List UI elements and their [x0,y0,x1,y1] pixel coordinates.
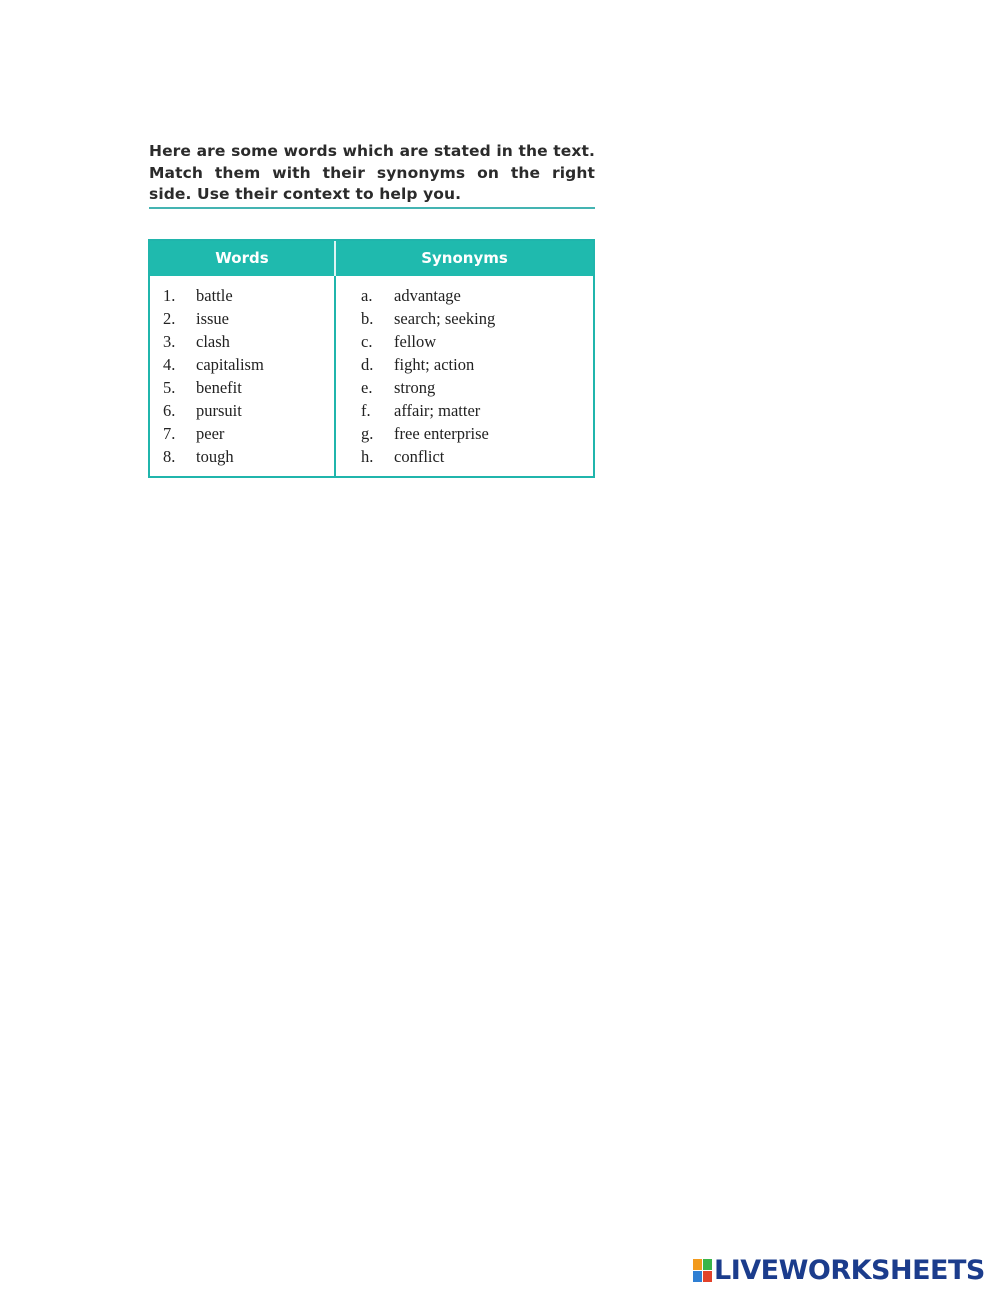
synonym-letter: b. [361,309,374,328]
matching-table [148,239,595,478]
word-text: pursuit [196,401,242,420]
word-text: capitalism [196,355,264,374]
synonym-text: advantage [394,286,461,305]
synonym-text: fellow [394,332,437,351]
liveworksheets-logo[interactable] [693,1255,985,1285]
header-synonyms: Synonyms [421,249,508,267]
synonym-text: free enterprise [394,424,489,443]
word-text: clash [196,332,230,351]
word-number: 5. [163,378,176,397]
synonym-letter: e. [361,378,373,397]
word-text: benefit [196,378,242,397]
word-number: 3. [163,332,176,351]
logo-text: LIVEWORKSHEETS [714,1254,985,1286]
word-number: 8. [163,447,176,466]
synonym-text: strong [394,378,436,397]
instructions-underline [149,207,595,209]
word-number: 1. [163,286,176,305]
column-divider [334,241,336,476]
word-number: 4. [163,355,176,374]
word-number: 6. [163,401,176,420]
liveworksheets-logo-icon [693,1259,711,1281]
instructions-text: Here are some words which are stated in the text. Match them with their synonyms on the right side. Use their context to help you. [149,142,595,203]
word-number: 7. [163,424,176,443]
synonym-text: affair; matter [394,401,481,420]
synonym-letter: a. [361,286,373,305]
word-text: tough [196,447,234,466]
word-text: battle [196,286,233,305]
synonym-text: search; seeking [394,309,496,328]
synonym-text: fight; action [394,355,475,374]
synonym-letter: c. [361,332,373,351]
synonym-letter: d. [361,355,374,374]
header-words: Words [215,249,269,267]
word-text: issue [196,309,229,328]
synonym-text: conflict [394,447,445,466]
header-divider [334,241,336,276]
word-number: 2. [163,309,176,328]
synonym-letter: g. [361,424,374,443]
word-text: peer [196,424,225,443]
synonym-letter: h. [361,447,374,466]
table-header [150,241,593,276]
synonym-letter: f. [361,401,371,420]
